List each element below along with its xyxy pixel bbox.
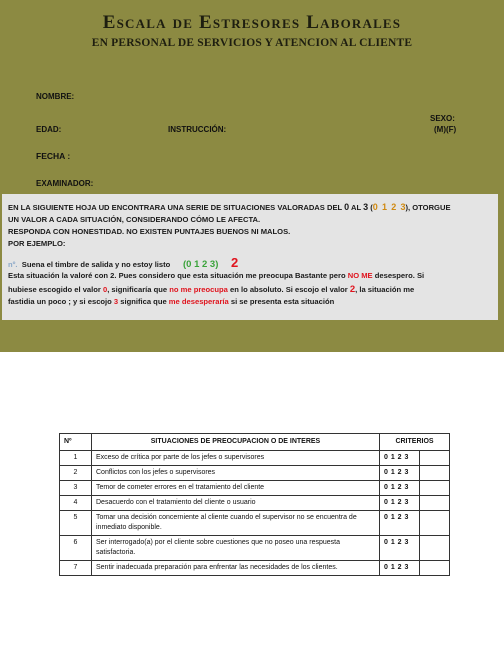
header-number: Nº [60,434,92,451]
exp-text: si se presenta esta situación [228,297,335,306]
scale-value: 0 [372,202,378,212]
instr-max: 3 [363,202,369,212]
row-situation: Desacuerdo con el tratamiento del cliente o usuario [92,496,380,511]
row-criteria: 0 1 2 3 [380,561,420,576]
examinador-label: EXAMINADOR: [36,179,94,188]
sexo-label: SEXO: [430,114,455,123]
exp-text: en lo absoluto. Si escojo el valor [227,285,350,294]
row-answer-cell[interactable] [420,451,450,466]
row-criteria: 0 1 2 3 [380,496,420,511]
exp-text: fastidia un poco ; y si escojo [8,297,114,306]
row-situation: Tomar una decisión concerniente al cliente cuando el supervisor no se encuentra de inmediato disponible. [92,511,380,536]
exp-text: desespero. Si [372,271,425,280]
example-scale: (0 1 2 3) [182,259,219,270]
row-situation: Exceso de crítica por parte de los jefes o supervisores [92,451,380,466]
table-row [60,451,450,466]
fecha-label: FECHA : [36,151,71,161]
table-header-row [60,434,450,451]
example-number: nº. [8,260,18,269]
table-row [60,511,450,536]
exp-highlight: 3 [113,297,119,306]
row-number: 1 [60,451,92,466]
row-criteria: 0 1 2 3 [380,511,420,536]
edad-label: EDAD: [36,125,62,134]
page-title: Escala de Estresores Laborales [102,12,402,33]
row-situation: Sentir inadecuada preparación para enfrentar las necesidades de los clientes. [92,561,380,576]
scale-value: 3 [400,202,406,212]
page-subtitle: EN PERSONAL DE SERVICIOS Y ATENCION AL CLIENTE [91,37,413,49]
row-number: 3 [60,481,92,496]
row-answer-cell[interactable] [420,466,450,481]
row-answer-cell[interactable] [420,496,450,511]
scale-value: 1 [381,202,387,212]
row-number: 4 [60,496,92,511]
header-situations: SITUACIONES DE PREOCUPACION O DE INTERES [92,434,380,451]
explanation-line-2 [8,284,414,295]
nombre-label: NOMBRE: [36,92,75,101]
row-number: 5 [60,511,92,536]
exp-text: Esta situación la valoré con 2. Pues considero que esta situación me preocupa Bastante pero [8,271,348,280]
row-number: 7 [60,561,92,576]
exp-highlight: 0 [102,285,108,294]
row-situation: Conflictos con los jefes o supervisores [92,466,380,481]
instructions-line-4: POR EJEMPLO: [8,239,66,248]
table-row [60,466,450,481]
header-criteria: CRITERIOS [380,434,450,451]
explanation-line-3 [8,297,334,306]
instructions-line-3: RESPONDA CON HONESTIDAD. NO EXISTEN PUNTAJES BUENOS NI MALOS. [8,227,291,236]
exp-text: , la situación me [355,285,415,294]
sexo-options: (M)(F) [434,125,457,134]
instructions-line-2: UN VALOR A CADA SITUACIÓN, CONSIDERANDO CÓMO LE AFECTA. [8,215,261,224]
instr-text: ( [368,203,373,212]
exp-highlight: me desesperaría [168,297,229,306]
row-situation: Temor de cometer errores en el tratamiento del cliente [92,481,380,496]
row-criteria: 0 1 2 3 [380,451,420,466]
example-line [8,255,238,270]
explanation-line-1 [8,271,424,280]
table-row [60,496,450,511]
exp-text: significa que [118,297,169,306]
row-criteria: 0 1 2 3 [380,466,420,481]
instr-text: AL [349,203,364,212]
row-situation: Ser interrogado(a) por el cliente sobre cuestiones que no poseo una respuesta satisfactoria. [92,536,380,561]
instr-min: 0 [344,202,350,212]
exp-highlight: no me preocupa [169,285,228,294]
row-answer-cell[interactable] [420,536,450,561]
row-answer-cell[interactable] [420,511,450,536]
exp-text: , significaría que [107,285,170,294]
instr-text: EN LA SIGUIENTE HOJA UD ENCONTRARA UNA SERIE DE SITUACIONES VALORADAS DEL [8,203,345,212]
instruccion-label: INSTRUCCIÓN: [168,125,227,134]
row-criteria: 0 1 2 3 [380,536,420,561]
exp-highlight: 2 [349,284,356,295]
instructions-box [2,194,498,320]
table-row [60,481,450,496]
row-number: 6 [60,536,92,561]
exp-text: hubiese escogido el valor [8,285,103,294]
exp-highlight: NO ME [347,271,373,280]
situations-table [59,433,450,576]
row-criteria: 0 1 2 3 [380,481,420,496]
example-answer: 2 [231,255,239,270]
row-answer-cell[interactable] [420,561,450,576]
table-row [60,561,450,576]
example-text: Suena el timbre de salida y no estoy listo [21,260,171,269]
table-row [60,536,450,561]
instructions-line-1 [8,202,451,212]
instr-text: ), OTORGUE [405,203,451,212]
row-answer-cell[interactable] [420,481,450,496]
scale-value: 2 [391,202,397,212]
row-number: 2 [60,466,92,481]
